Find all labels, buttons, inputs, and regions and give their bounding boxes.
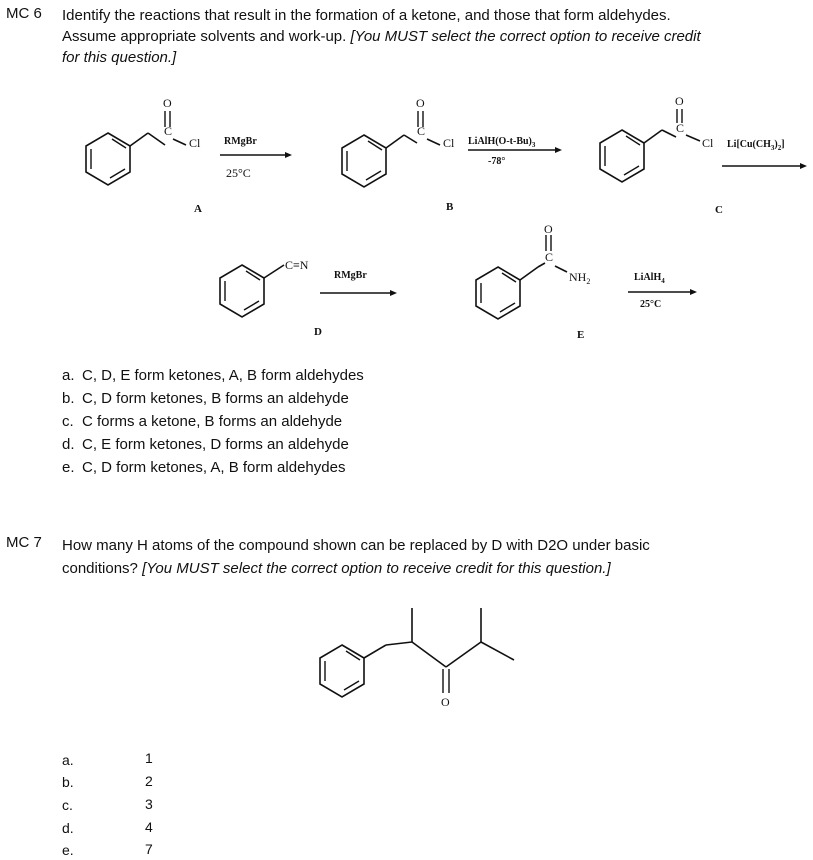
reaction-b-reagent: $LiAlH(O-t-Bu)_3$	[468, 136, 536, 149]
reaction-c-label: C	[715, 204, 723, 216]
reaction-c-oxygen: O	[675, 94, 684, 108]
mc6-option-c[interactable]	[62, 410, 342, 433]
reaction-b-acyl-chloride	[342, 96, 455, 187]
mc6-option-e-text: C, D form ketones, A, B form aldehydes	[82, 459, 346, 476]
mc7-carbonyl-oxygen: O	[441, 695, 450, 709]
reaction-e-condition: 25°C	[640, 299, 662, 310]
mc6-option-a[interactable]	[62, 364, 364, 387]
mc6-option-d[interactable]	[62, 433, 349, 456]
mc7-option-d-letter: d.	[62, 820, 74, 836]
mc6-number: MC 6	[6, 5, 42, 22]
reaction-b-label: B	[446, 201, 454, 213]
reaction-c-arrowhead	[800, 163, 807, 169]
mc6-option-b-letter: b.	[62, 390, 75, 407]
mc7-option-b-value: 2	[145, 773, 153, 789]
reaction-c-acyl-chloride	[600, 94, 714, 182]
mc7-ketone-structure	[300, 600, 540, 720]
mc7-number: MC 7	[6, 534, 42, 551]
reaction-e-amine-group: $NH_2$	[569, 270, 591, 286]
mc7-option-e-value: 7	[145, 841, 153, 857]
reaction-a-arrowhead	[285, 152, 292, 158]
mc7-option-c-value: 3	[145, 796, 153, 812]
reaction-d-nitrile-group: C≡N	[285, 258, 309, 272]
mc6-text-line2	[62, 26, 807, 47]
mc7-option-c-letter: c.	[62, 797, 73, 813]
reaction-b-leaving-group: Cl	[443, 136, 455, 150]
reaction-b-carbonyl-carbon: C	[417, 124, 426, 138]
mc6-option-e[interactable]	[62, 456, 345, 479]
mc6-option-b-text: C, D form ketones, B forms an aldehyde	[82, 390, 349, 407]
reaction-e-amide	[476, 222, 590, 319]
mc7-text-line2-italic: [You MUST select the correct option to receive credit for this question.]	[142, 560, 611, 577]
mc7-option-e-letter: e.	[62, 842, 74, 858]
reaction-b-condition: -78°	[488, 156, 506, 167]
reaction-e-oxygen: O	[544, 222, 553, 236]
reaction-e-carbonyl-carbon: C	[545, 250, 554, 264]
mc6-option-a-text: C, D, E form ketones, A, B form aldehydes	[82, 367, 364, 384]
mc7-text-line1: How many H atoms of the compound shown can be replaced by D with D2O under basic	[62, 537, 650, 554]
reaction-e-label: E	[577, 329, 585, 341]
mc6-reaction-scheme	[0, 85, 813, 355]
mc6-option-a-letter: a.	[62, 367, 75, 384]
mc6-option-d-text: C, E form ketones, D forms an aldehyde	[82, 436, 349, 453]
mc7-question-text	[62, 534, 807, 580]
mc7-option-d-value: 4	[145, 819, 153, 835]
mc6-text-line2-plain: Assume appropriate solvents and work-up.	[62, 28, 351, 45]
mc6-option-e-letter: e.	[62, 459, 75, 476]
reaction-c-carbonyl-carbon: C	[676, 121, 685, 135]
mc6-option-b[interactable]	[62, 387, 349, 410]
mc6-option-c-letter: c.	[62, 413, 74, 430]
reaction-e-arrowhead	[690, 289, 697, 295]
reaction-c-leaving-group: Cl	[702, 136, 714, 150]
mc7-option-a-value: 1	[145, 750, 153, 766]
reaction-b-arrowhead	[555, 147, 562, 153]
reaction-a-acyl-chloride	[86, 96, 201, 185]
mc6-text-line1: Identify the reactions that result in the formation of a ketone, and those that form aldehydes.	[62, 7, 671, 24]
mc6-question-text	[62, 5, 807, 68]
reaction-e-reagent: LiAlH$_4$	[634, 272, 665, 285]
reaction-d-nitrile	[220, 258, 309, 317]
reaction-d-label: D	[314, 326, 322, 338]
reaction-d-arrowhead	[390, 290, 397, 296]
reaction-d-reagent: RMgBr	[334, 270, 367, 281]
mc6-text-line2-italic: [You MUST select the correct option to receive credit	[350, 28, 701, 45]
mc7-option-b-letter: b.	[62, 774, 74, 790]
mc6-option-d-letter: d.	[62, 436, 75, 453]
mc7-text-line2-plain: conditions?	[62, 560, 143, 577]
reaction-a-reagent: RMgBr	[224, 136, 257, 147]
reaction-a-carbonyl-carbon: C	[164, 124, 173, 138]
reaction-a-oxygen: O	[163, 96, 172, 110]
reaction-a-label: A	[194, 203, 202, 215]
mc7-text-line2	[62, 557, 807, 580]
mc6-text-line3: for this question.]	[62, 49, 177, 66]
mc6-option-c-text: C forms a ketone, B forms an aldehyde	[82, 413, 343, 430]
reaction-b-oxygen: O	[416, 96, 425, 110]
mc7-option-a-letter: a.	[62, 752, 74, 768]
reaction-a-condition: 25°C	[226, 166, 251, 180]
reaction-c-reagent: $Li[Cu(CH_3)_2]$	[727, 139, 785, 152]
reaction-a-leaving-group: Cl	[189, 136, 201, 150]
